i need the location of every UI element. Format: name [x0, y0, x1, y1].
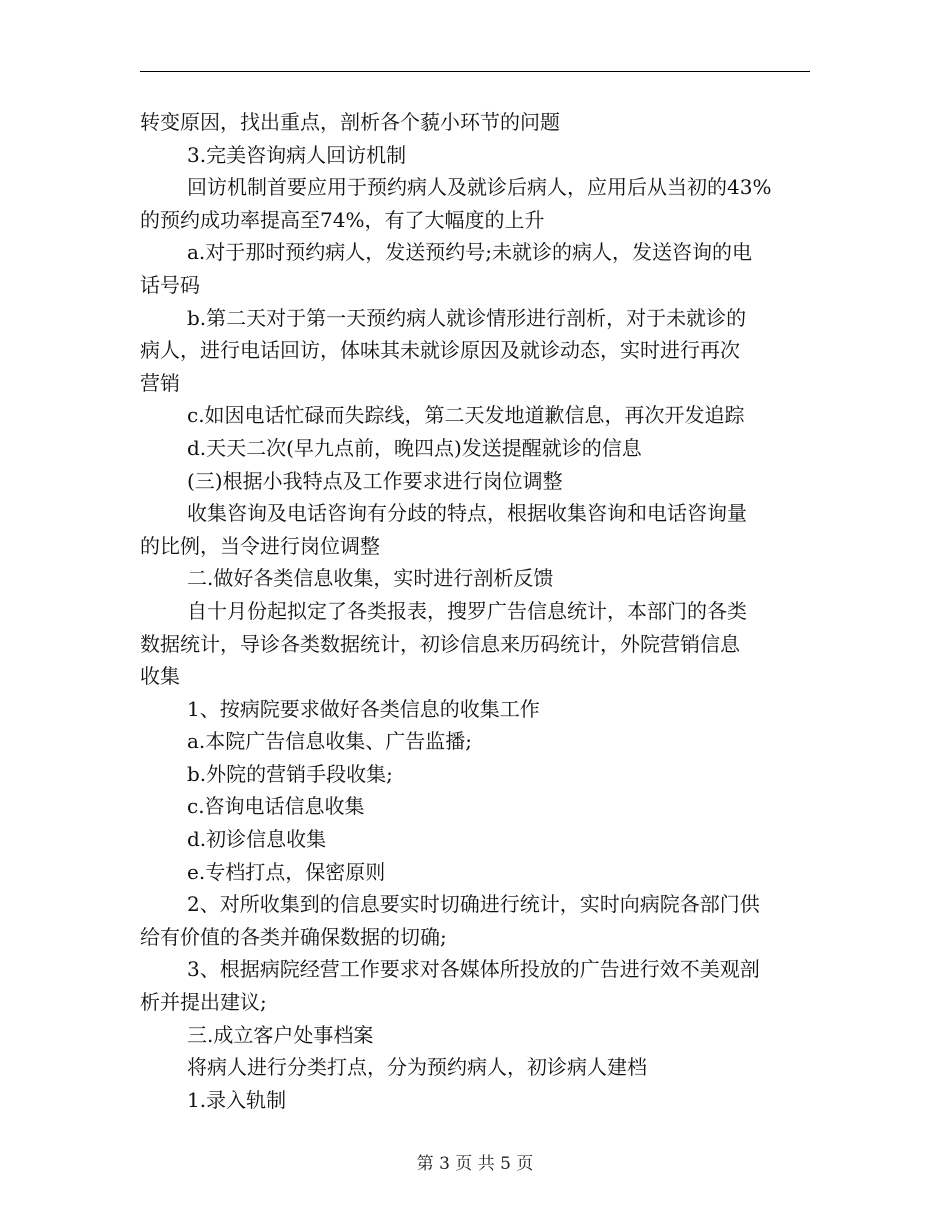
text-line: b.外院的营销手段收集; [187, 761, 393, 786]
text-line: 二.做好各类信息收集，实时进行剖析反馈 [187, 566, 554, 591]
text-line: a.对于那时预约病人，发送预约号;未就诊的病人，发送咨询的电 [187, 240, 753, 265]
header-rule [140, 71, 810, 72]
document-body [140, 106, 810, 1116]
text-line: 将病人进行分类打点，分为预约病人，初诊病人建档 [187, 1055, 647, 1080]
text-line: (三)根据小我特点及工作要求进行岗位调整 [187, 468, 563, 493]
text-line: e.专档打点，保密原则 [187, 859, 386, 884]
text-line: 的预约成功率提高至74%，有了大幅度的上升 [140, 207, 545, 232]
text-line: 数据统计，导诊各类数据统计，初诊信息来历码统计，外院营销信息 [140, 631, 740, 656]
text-line: 营销 [140, 370, 180, 395]
text-line: 2、对所收集到的信息要实时切确进行统计，实时向病院各部门供 [187, 892, 760, 917]
page-footer: 第 3 页 共 5 页 [416, 1154, 534, 1174]
text-line: 1.录入轨制 [187, 1087, 287, 1112]
text-line: d.初诊信息收集 [187, 827, 327, 852]
text-line: 话号码 [140, 272, 200, 297]
text-line: 病人，进行电话回访，体味其未就诊原因及就诊动态，实时进行再次 [140, 338, 740, 363]
text-line: 析并提出建议; [140, 990, 267, 1015]
text-line: a.本院广告信息收集、广告监播; [187, 729, 473, 754]
text-line: 1、按病院要求做好各类信息的收集工作 [187, 696, 540, 721]
text-line: 转变原因，找出重点，剖析各个藐小环节的问题 [140, 110, 560, 134]
text-line: 收集咨询及电话咨询有分歧的特点，根据收集咨询和电话咨询量 [187, 501, 747, 526]
text-line: 3、根据病院经营工作要求对各媒体所投放的广告进行效不美观剖 [187, 957, 760, 982]
text-line: 三.成立客户处事档案 [187, 1022, 374, 1047]
text-line: c.如因电话忙碌而失踪线，第二天发地道歉信息，再次开发追踪 [187, 403, 745, 428]
text-line: 回访机制首要应用于预约病人及就诊后病人，应用后从当初的43% [187, 175, 772, 200]
text-line: 给有价值的各类并确保数据的切确; [140, 924, 447, 949]
text-line: 自十月份起拟定了各类报表，搜罗广告信息统计，本部门的各类 [187, 598, 747, 623]
text-line: d.天天二次(早九点前，晚四点)发送提醒就诊的信息 [187, 435, 642, 460]
text-line: c.咨询电话信息收集 [187, 794, 365, 819]
text-line: 收集 [140, 664, 180, 689]
text-line: 3.完美咨询病人回访机制 [187, 142, 407, 167]
text-line: 的比例，当令进行岗位调整 [140, 533, 380, 558]
text-line: b.第二天对于第一天预约病人就诊情形进行剖析，对于未就诊的 [187, 305, 747, 330]
